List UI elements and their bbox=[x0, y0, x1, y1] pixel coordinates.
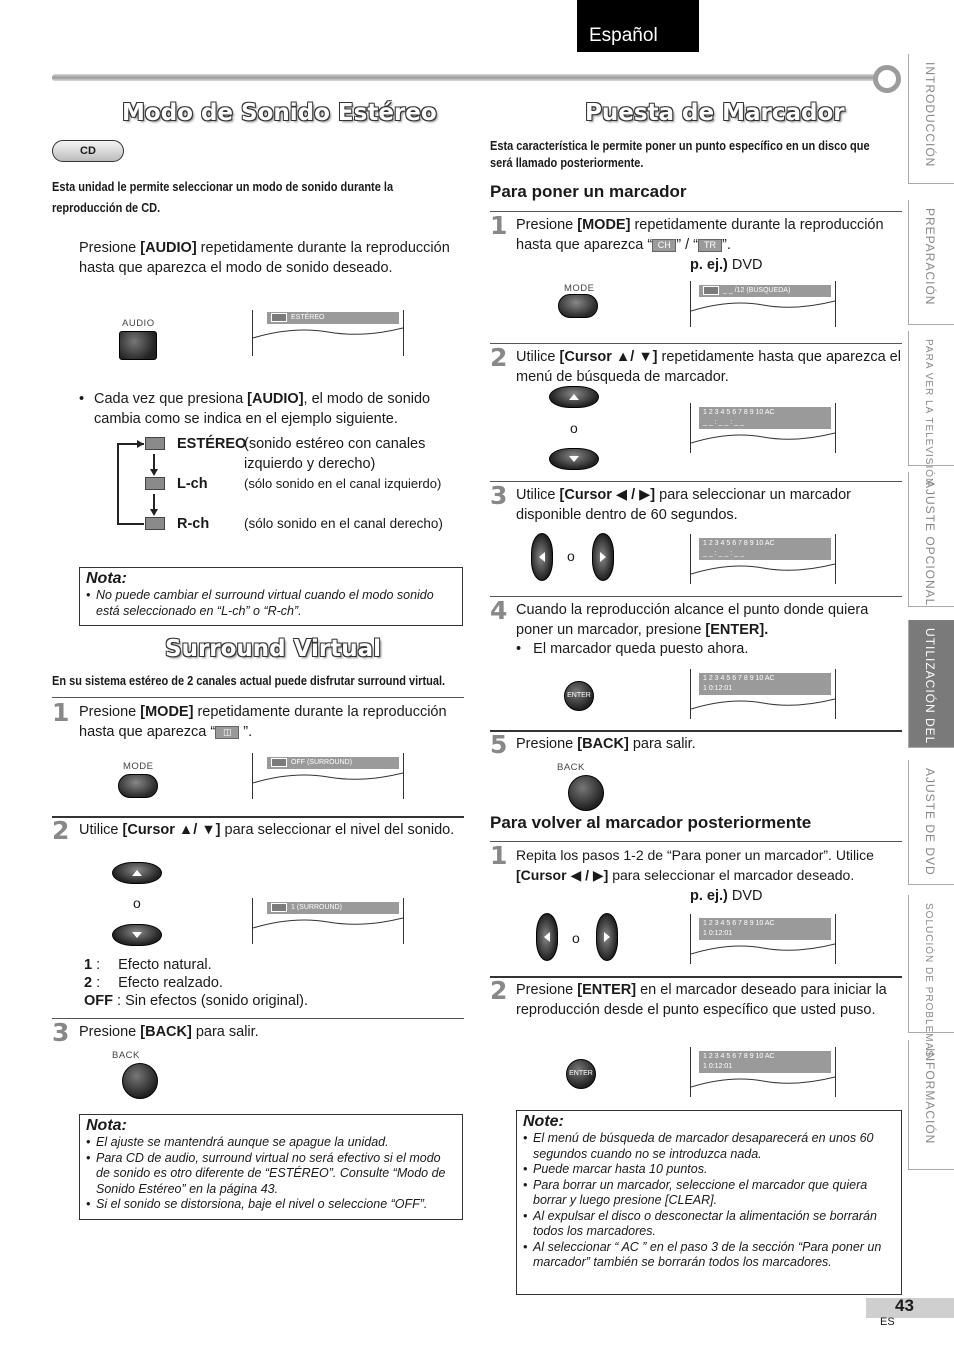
marker-step-4-bullet: • El marcador queda puesto ahora. bbox=[516, 641, 749, 657]
mode-label: MODE bbox=[564, 283, 595, 294]
sidebar-item-introduccion[interactable]: INTRODUCCIÓN bbox=[908, 54, 954, 184]
mode-label: MODE bbox=[123, 761, 154, 772]
back-button[interactable] bbox=[122, 1063, 158, 1099]
language-tab bbox=[577, 0, 699, 52]
search-screen: _ _ /12 (BÚSQUEDA) bbox=[690, 281, 836, 327]
back-label: BACK bbox=[112, 1050, 140, 1061]
step-number: 3 bbox=[490, 481, 508, 510]
cursor-screen: 1 (SURROUND) bbox=[252, 898, 404, 944]
divider bbox=[52, 697, 464, 698]
note-item: • El menú de búsqueda de marcador desaparecerá en unos 60 segundos cuando no se introduzca nada. bbox=[523, 1131, 895, 1162]
sidebar-item-informacion[interactable]: INFORMACIÓN bbox=[908, 1040, 954, 1170]
mode-desc-lch: (sólo sonido en el canal izquierdo) bbox=[244, 476, 442, 491]
modo-step: Presione [AUDIO] repetidamente durante la reproducción hasta que aparezca el modo de sonido deseado. bbox=[79, 240, 450, 276]
step-number: 4 bbox=[490, 596, 508, 625]
example-label: p. ej.) DVD bbox=[690, 257, 763, 273]
mode-desc-rch: (sólo sonido en el canal derecho) bbox=[244, 516, 443, 531]
tr-icon: TR bbox=[698, 239, 722, 252]
divider bbox=[490, 976, 902, 978]
enter-button[interactable]: ENTER bbox=[564, 681, 594, 711]
divider bbox=[490, 343, 902, 344]
divider bbox=[52, 816, 464, 818]
mode-screen: OFF (SURROUND) bbox=[252, 753, 404, 799]
level-row: 1 : Efecto natural. bbox=[84, 957, 212, 973]
cursor-down-button[interactable] bbox=[549, 448, 599, 470]
mode-button[interactable] bbox=[118, 774, 158, 798]
nota-2-title: Nota: bbox=[86, 1117, 127, 1134]
marker-set-screen: 1 2 3 4 5 6 7 8 9 10 AC 1 0:12:01 bbox=[690, 669, 836, 719]
example-label: p. ej.) DVD bbox=[690, 888, 763, 904]
sidebar-item-solucion[interactable]: SOLUCIÓN DE PROBLEMAS bbox=[908, 895, 954, 1033]
modo-title: Modo de Sonido Estéreo bbox=[122, 100, 437, 126]
cursor-down-button[interactable] bbox=[112, 924, 162, 946]
nota-1-title: Nota: bbox=[86, 570, 127, 587]
nota-1-item: • No puede cambiar el surround virtual cuando el modo sonido está seleccionado en “L-ch” o “R-ch”. bbox=[86, 588, 456, 619]
step-number: 2 bbox=[490, 976, 508, 1005]
language-label: Español bbox=[589, 25, 658, 46]
mode-button[interactable] bbox=[558, 294, 598, 318]
cursor-up-button[interactable] bbox=[549, 386, 599, 408]
audio-bullet: • Cada vez que presiona [AUDIO], el modo de sonido cambia como se indica en el ejemplo siguiente. bbox=[79, 391, 431, 427]
nota-box-1 bbox=[79, 567, 463, 626]
or-label: o bbox=[567, 548, 575, 564]
sidebar-item-ajuste-dvd[interactable]: AJUSTE DE DVD bbox=[908, 760, 954, 885]
step-number: 2 bbox=[52, 816, 70, 845]
top-rule-end-circle bbox=[873, 65, 901, 93]
ch-icon bbox=[703, 286, 719, 295]
nota-box-2 bbox=[79, 1114, 463, 1220]
mode-name-estereo: ESTÉREO bbox=[177, 436, 247, 452]
sidebar-item-preparacion[interactable]: PREPARACIÓN bbox=[908, 200, 954, 325]
marker-menu-screen: 1 2 3 4 5 6 7 8 9 10 AC _ _ : _ _ : _ _ bbox=[690, 403, 836, 453]
modo-intro: Esta unidad le permite seleccionar un modo de sonido durante la reproducción de CD. bbox=[52, 180, 394, 215]
surround-icon: ◫ bbox=[215, 726, 239, 739]
return-step-2: Presione [ENTER] en el marcador deseado para iniciar la reproducción desde el punto específico que usted puso. bbox=[516, 982, 887, 1018]
note-box bbox=[516, 1110, 902, 1295]
nota-2-item: • Si el sonido se distorsiona, baje el nivel o seleccione “OFF”. bbox=[86, 1197, 456, 1213]
divider bbox=[490, 481, 902, 482]
level-row: 2 : Efecto realzado. bbox=[84, 975, 223, 991]
note-title: Note: bbox=[523, 1113, 564, 1130]
marcador-title: Puesta de Marcador bbox=[585, 100, 845, 126]
surround-title: Surround Virtual bbox=[165, 636, 382, 662]
marker-step-3: Utilice [Cursor ◀ / ▶] para seleccionar un marcador disponible dentro de 60 segundos. bbox=[516, 487, 851, 523]
marker-step-2: Utilice [Cursor ▲/ ▼] repetidamente hasta que aparezca el menú de búsqueda de marcador. bbox=[516, 349, 901, 385]
lch-icon bbox=[145, 477, 165, 490]
sidebar-item-ajuste-opcional[interactable]: AJUSTE OPCIONAL bbox=[908, 472, 954, 607]
page-lang: ES bbox=[880, 1316, 895, 1328]
back-button[interactable] bbox=[568, 775, 604, 811]
cursor-left-button[interactable] bbox=[531, 533, 553, 581]
step-number: 1 bbox=[52, 698, 70, 727]
subheading-volver: Para volver al marcador posteriormente bbox=[490, 813, 812, 832]
marker-return-screen: 1 2 3 4 5 6 7 8 9 10 AC 1 0:12:01 bbox=[690, 914, 836, 964]
sidebar-item-television[interactable]: PARA VER LA TELEVISIÓN bbox=[908, 331, 954, 466]
cursor-left-button[interactable] bbox=[536, 913, 558, 961]
step-number: 3 bbox=[52, 1018, 70, 1047]
nota-2-item: • El ajuste se mantendrá aunque se apague la unidad. bbox=[86, 1135, 456, 1151]
or-label: o bbox=[570, 420, 578, 436]
surround-icon bbox=[271, 758, 287, 767]
note-item: • Para borrar un marcador, seleccione el marcador que quiera borrar y luego presione [CLEAR]. bbox=[523, 1178, 895, 1209]
marker-step-5: Presione [BACK] para salir. bbox=[516, 736, 696, 752]
divider bbox=[490, 211, 902, 212]
mode-desc-estereo: (sonido estéreo con canales izquierdo y derecho) bbox=[244, 436, 426, 472]
step-number: 2 bbox=[490, 343, 508, 372]
step-number: 1 bbox=[490, 841, 508, 870]
marker-select-screen: 1 2 3 4 5 6 7 8 9 10 AC _ _ : _ _ : _ _ bbox=[690, 534, 836, 584]
or-label: o bbox=[133, 895, 141, 911]
return-step-1: Repita los pasos 1-2 de “Para poner un marcador”. Utilice [Cursor ◀ / ▶] para seleccionar el marcador deseado. bbox=[516, 847, 874, 883]
nota-2-item: • Para CD de audio, surround virtual no será efectivo si el modo de sonido es otro diferente de “ESTÉREO”. Consulte “Modo de Sonido Estéreo” en la página 43. bbox=[86, 1151, 456, 1198]
stereo-icon bbox=[271, 313, 287, 322]
marker-step-1: Presione [MODE] repetidamente durante la reproducción hasta que aparezca “ CH ” / “ TR ”. bbox=[516, 217, 884, 253]
sidebar-item-utilizacion-dvd[interactable]: UTILIZACIÓN DEL DVD bbox=[908, 620, 954, 748]
step-number: 5 bbox=[490, 730, 508, 759]
ch-icon: CH bbox=[652, 239, 676, 252]
note-item: • Al expulsar el disco o desconectar la alimentación se borrarán todos los marcadores. bbox=[523, 1209, 895, 1240]
divider bbox=[490, 596, 902, 597]
estereo-icon bbox=[145, 437, 165, 450]
level-row: OFF : Sin efectos (sonido original). bbox=[84, 993, 309, 1009]
cursor-up-button[interactable] bbox=[112, 862, 162, 884]
surround-intro: En su sistema estéreo de 2 canales actual puede disfrutar surround virtual. bbox=[52, 674, 446, 688]
cursor-right-button[interactable] bbox=[592, 533, 614, 581]
or-label: o bbox=[572, 930, 580, 946]
audio-button[interactable] bbox=[119, 331, 157, 360]
audio-screen: ESTÉREO bbox=[252, 310, 404, 356]
audio-label: AUDIO bbox=[122, 318, 155, 329]
step-number: 1 bbox=[490, 211, 508, 240]
mode-name-rch: R-ch bbox=[177, 516, 210, 532]
surround-step-3: Presione [BACK] para salir. bbox=[79, 1024, 259, 1040]
surround-icon bbox=[271, 903, 287, 912]
note-item: • Puede marcar hasta 10 puntos. bbox=[523, 1162, 895, 1178]
mode-name-lch: L-ch bbox=[177, 476, 208, 492]
divider bbox=[52, 1018, 464, 1019]
cursor-right-button[interactable] bbox=[596, 913, 618, 961]
page-number: 43 bbox=[895, 1296, 914, 1315]
back-label: BACK bbox=[557, 762, 585, 773]
marker-step-4: Cuando la reproducción alcance el punto donde quiera poner un marcador, presione [ENTER]. bbox=[516, 602, 869, 638]
surround-step-2: Utilice [Cursor ▲/ ▼] para seleccionar el nivel del sonido. bbox=[79, 822, 455, 838]
cd-badge: CD bbox=[52, 140, 124, 162]
divider bbox=[490, 841, 902, 842]
marcador-intro: Esta característica le permite poner un punto específico en un disco que será llamado posteriormente. bbox=[490, 139, 870, 170]
rch-icon bbox=[145, 517, 165, 530]
enter-button[interactable]: ENTER bbox=[566, 1059, 596, 1089]
marker-play-screen: 1 2 3 4 5 6 7 8 9 10 AC 1 0:12:01 bbox=[690, 1047, 836, 1097]
surround-step-1: Presione [MODE] repetidamente durante la reproducción hasta que aparezca “ ◫ ”. bbox=[79, 704, 447, 740]
divider bbox=[490, 730, 902, 732]
top-rule bbox=[52, 74, 878, 81]
subheading-poner: Para poner un marcador bbox=[490, 182, 687, 201]
level-list bbox=[84, 955, 308, 1011]
note-item: • Al seleccionar “ AC ” en el paso 3 de la sección “Para poner un marcador” también se borrarán todos los marcadores. bbox=[523, 1240, 895, 1271]
